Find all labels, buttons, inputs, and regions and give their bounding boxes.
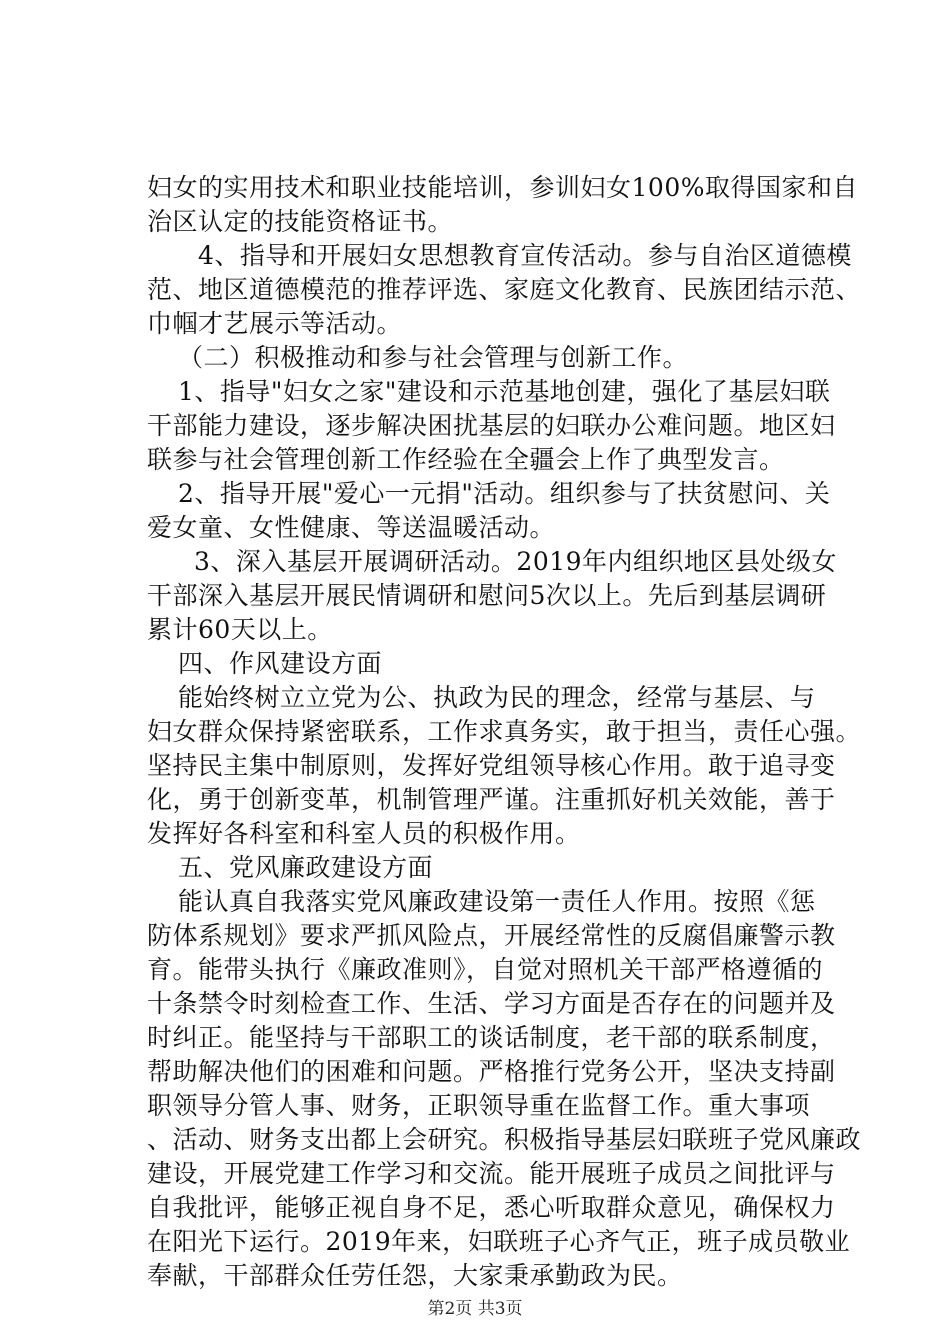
section-heading: 五、党风廉政建设方面: [178, 853, 434, 882]
text-line: 联参与社会管理创新工作经验在全疆会上作了典型发言。: [147, 445, 785, 474]
text-line: 帮助解决他们的困难和问题。严格推行党务公开，坚决支持副: [147, 1057, 836, 1086]
text-line: 爱女童、女性健康、等送温暖活动。: [147, 513, 556, 542]
text-line: 妇女群众保持紧密联系，工作求真务实，敢于担当，责任心强。: [147, 717, 862, 746]
text-line: 育。能带头执行《廉政准则》，自觉对照机关干部严格遵循的: [147, 955, 824, 984]
text-line: 奉献，干部群众任劳任怨，大家秉承勤政为民。: [147, 1261, 683, 1290]
text-line: 、活动、财务支出都上会研究。积极指导基层妇联班子党风廉政: [147, 1125, 862, 1154]
text-line: 干部能力建设，逐步解决困扰基层的妇联办公难问题。地区妇: [147, 411, 836, 440]
text-line: 发挥好各科室和科室人员的积极作用。: [147, 819, 581, 848]
text-line: 自我批评，能够正视自身不足，悉心听取群众意见，确保权力: [147, 1193, 836, 1222]
text-line: 范、地区道德模范的推荐评选、家庭文化教育、民族团结示范、: [147, 275, 862, 304]
text-line: 3、深入基层开展调研活动。2019年内组织地区县处级女: [194, 547, 838, 576]
text-line: 时纠正。能坚持与干部职工的谈话制度，老干部的联系制度，: [147, 1023, 836, 1052]
text-line: 累计60天以上。: [147, 615, 333, 644]
text-line: 1、指导"妇女之家"建设和示范基地创建，强化了基层妇联: [178, 377, 831, 406]
text-line: 治区认定的技能资格证书。: [147, 207, 454, 236]
text-line: 防体系规划》要求严抓风险点，开展经常性的反腐倡廉警示教: [147, 921, 836, 950]
text-line: 2、指导开展"爱心一元捐"活动。组织参与了扶贫慰问、关: [178, 479, 831, 508]
page-number-footer: 第2页 共3页: [427, 1299, 523, 1319]
text-line: 建设，开展党建工作学习和交流。能开展班子成员之间批评与: [147, 1159, 836, 1188]
text-line: 能认真自我落实党风廉政建设第一责任人作用。按照《惩: [178, 887, 816, 916]
text-line: 妇女的实用技术和职业技能培训，参训妇女100%取得国家和自: [147, 173, 858, 202]
text-line: 能始终树立立党为公、执政为民的理念，经常与基层、与: [178, 683, 816, 712]
text-line: 职领导分管人事、财务，正职领导重在监督工作。重大事项: [147, 1091, 811, 1120]
text-line: 化，勇于创新变革，机制管理严谨。注重抓好机关效能，善于: [147, 785, 836, 814]
section-heading: 四、作风建设方面: [178, 649, 383, 678]
text-line: 坚持民主集中制原则，发挥好党组领导核心作用。敢于追寻变: [147, 751, 836, 780]
text-line: 巾帼才艺展示等活动。: [147, 309, 403, 338]
text-line: 干部深入基层开展民情调研和慰问5次以上。先后到基层调研: [147, 581, 827, 610]
text-line: 在阳光下运行。2019年来，妇联班子心齐气正，班子成员敬业: [147, 1227, 851, 1256]
text-line: 十条禁令时刻检查工作、生活、学习方面是否存在的问题并及: [147, 989, 836, 1018]
text-line: 4、指导和开展妇女思想教育宣传活动。参与自治区道德模: [198, 241, 852, 270]
section-heading: （二）积极推动和参与社会管理与创新工作。: [178, 343, 689, 372]
